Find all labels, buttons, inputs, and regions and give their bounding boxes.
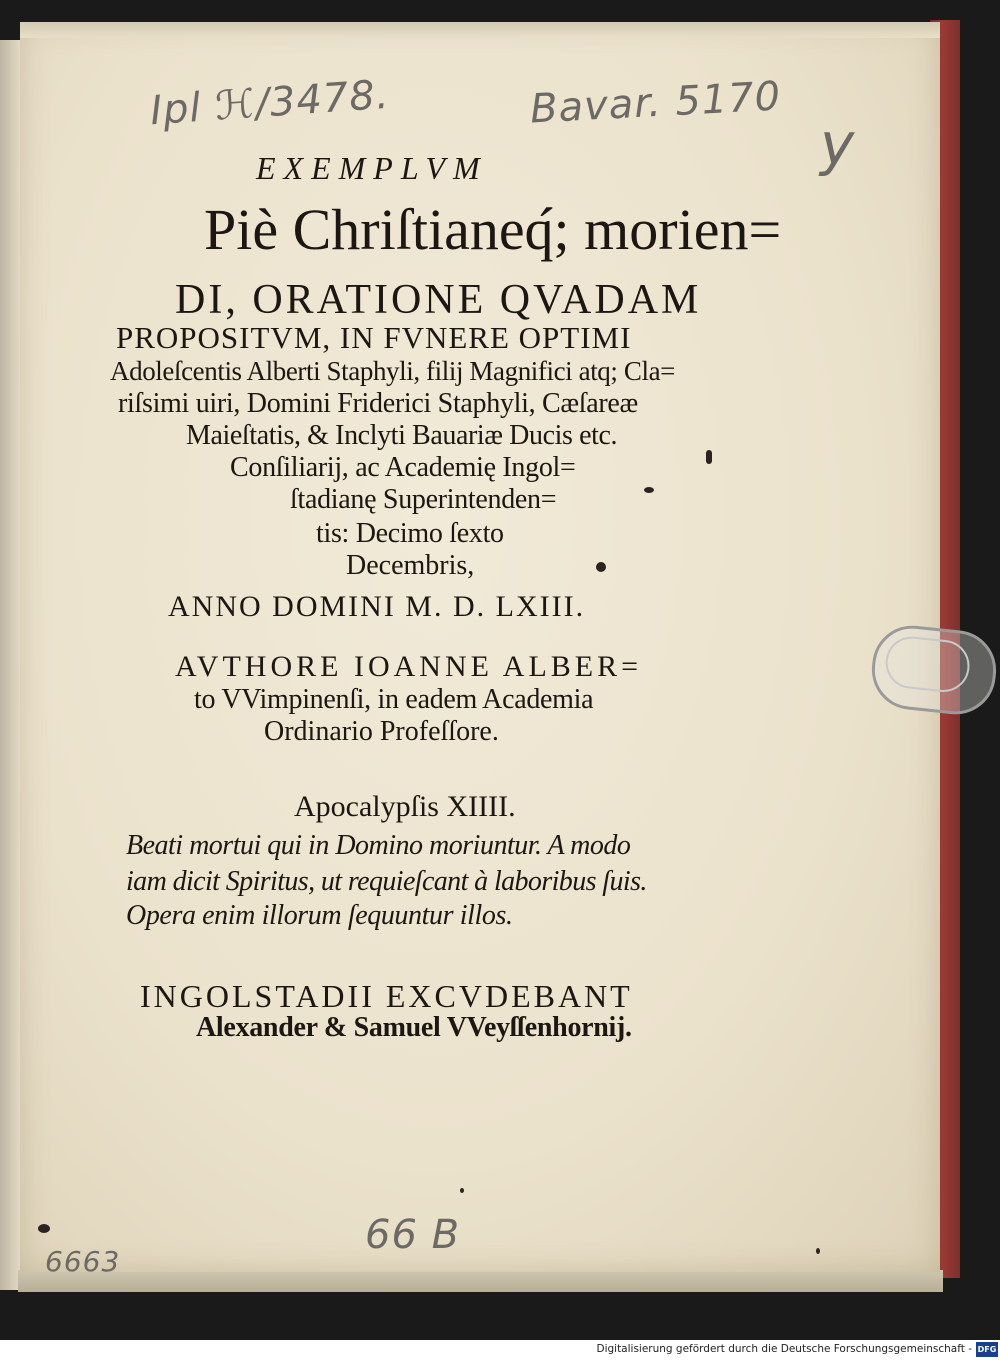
title-line-2: Piè Chriſtianeq́; morien=	[204, 197, 782, 262]
ink-speck	[706, 450, 712, 464]
shelfmark-right: Bavar. 5170	[528, 73, 783, 133]
title-line-6: riſsimi uiri, Domini Friderici Staphyli, Cæſareæ	[118, 388, 638, 419]
left-page-edge	[0, 40, 22, 1290]
epigraph-line-3: Opera enim illorum ſequuntur illos.	[126, 900, 513, 931]
footer-bar	[0, 1340, 1000, 1360]
footer-text: Digitalisierung gefördert durch die Deutsche Forschungsgemeinschaft -	[596, 1343, 972, 1355]
title-line-4: PROPOSITVM, IN FVNERE OPTIMI	[116, 320, 632, 355]
title-line-8: Conſiliarij, ac Academię Ingol=	[230, 452, 576, 483]
pencil-letter: y	[820, 110, 856, 178]
plastic-clip-inner	[883, 634, 972, 694]
title-line-1: EXEMPLVM	[256, 150, 488, 186]
shelfmark-left: Ipl ℋ/3478.	[148, 71, 391, 135]
ink-speck	[816, 1248, 820, 1254]
title-line-7: Maieſtatis, & Inclyti Bauariæ Ducis etc.	[186, 420, 618, 451]
author-line-2: to VVimpinenſi, in eadem Academia	[194, 684, 594, 715]
title-line-3: DI, ORATIONE QVADAM	[175, 277, 702, 323]
title-line-9: ſtadianę Superintenden=	[290, 484, 557, 515]
ink-speck	[596, 562, 606, 572]
author-line-3: Ordinario Profeſſore.	[264, 716, 499, 747]
title-line-11: Decembris,	[346, 550, 475, 581]
epigraph-source: Apocalypſis XIIII.	[294, 790, 516, 823]
ink-speck	[460, 1188, 464, 1193]
ink-speck	[644, 487, 654, 493]
pencil-bottom-left: 6663	[45, 1245, 121, 1278]
epigraph-line-1: Beati mortui qui in Domino moriuntur. A modo	[126, 830, 631, 861]
author-line-1: AVTHORE IOANNE ALBER=	[175, 650, 643, 683]
ink-speck	[38, 1224, 50, 1233]
imprint-line-1: INGOLSTADII EXCVDEBANT	[140, 978, 633, 1014]
imprint-line-2: Alexander & Samuel VVeyſſenhornij.	[196, 1012, 632, 1043]
page-top-edge	[20, 22, 940, 38]
title-line-5: Adoleſcentis Alberti Staphyli, filij Magnifici atq; Cla=	[110, 356, 675, 386]
page-stack-edge	[18, 1270, 943, 1292]
title-line-10: tis: Decimo ſexto	[316, 518, 504, 549]
pencil-page-number: 66 B	[365, 1212, 461, 1258]
dfg-logo-icon: DFG	[976, 1342, 998, 1357]
epigraph-line-2: iam dicit Spiritus, ut requieſcant à laboribus ſuis.	[126, 866, 647, 897]
title-line-12: ANNO DOMINI M. D. LXIII.	[168, 590, 586, 623]
